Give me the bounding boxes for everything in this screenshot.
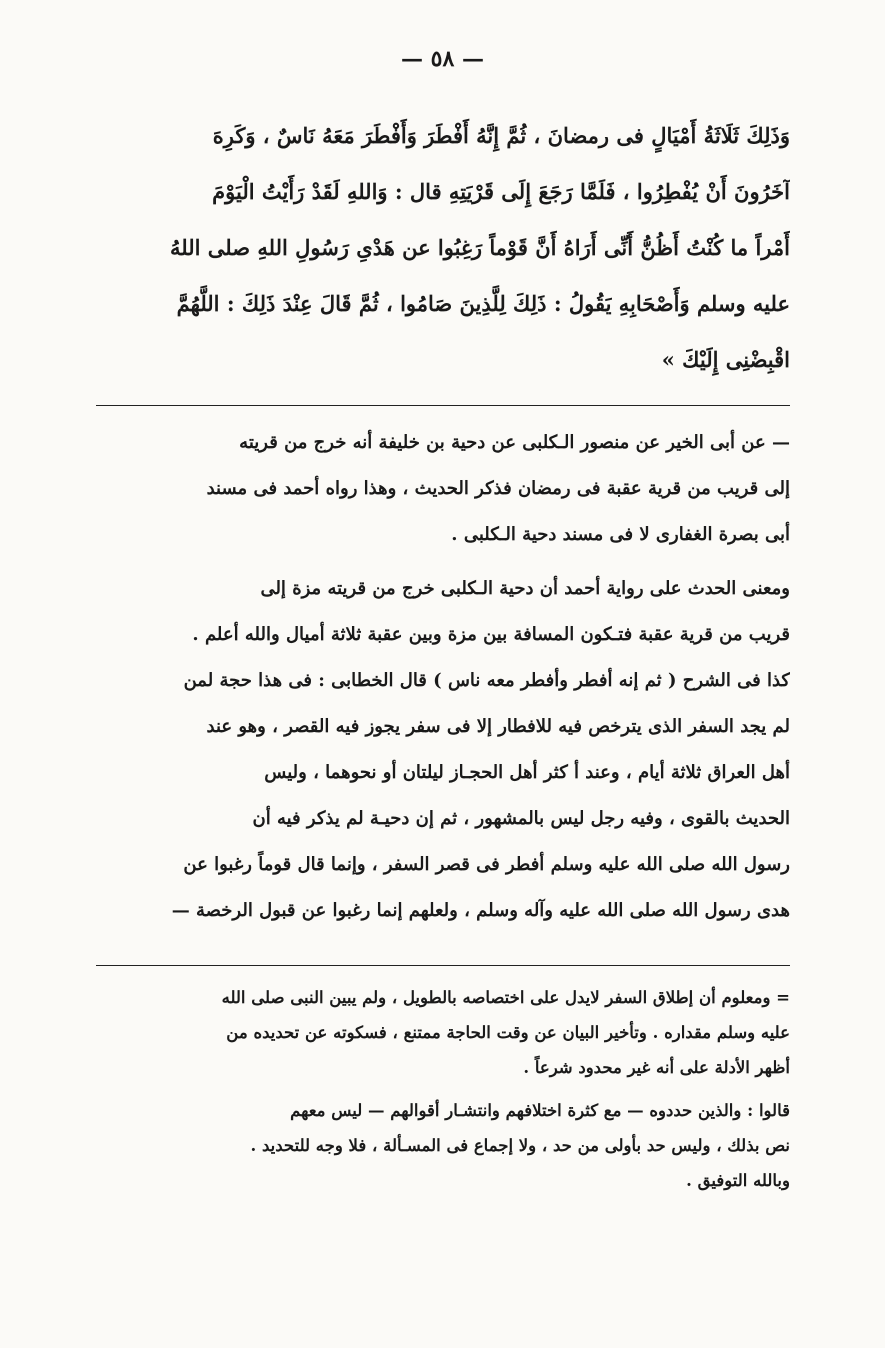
paragraph-gap: [110, 1085, 790, 1093]
notes-paragraph: [96, 420, 790, 558]
notes-line: لم يجد السفر الذى يترخص فيه للافطار إلا فى سفر يجوز فيه القصر ، وهو عند: [206, 716, 790, 737]
footnote-line: نص بذلك ، وليس حد بأولى من حد ، ولا إجماع فى المسـألة ، فلا وجه للتحديد .: [250, 1136, 790, 1155]
notes-line: قريب من قرية عقبة فتـكون المسافة بين مزة وبين عقبة ثلاثة أميال والله أعلم .: [192, 624, 790, 645]
footnote-line: أظهر الأدلة على أنه غير محدود شرعاً .: [523, 1058, 790, 1077]
notes-block: [96, 420, 790, 934]
footnote-line: عليه وسلم مقداره . وتأخير البيان عن وقت الحاجة ممتنع ، فسكوته عن تحديده من: [226, 1023, 790, 1042]
notes-line: ومعنى الحدث على رواية أحمد أن دحية الـكلبى خرج من قريته مزة إلى: [260, 578, 790, 599]
notes-paragraph: [96, 566, 790, 934]
main-text-line: وَذَلِكَ ثَلَاثَةُ أَمْيَالٍ فى رمضانَ ، ثُمَّ إِنَّهُ أَفْطَرَ وَأَفْطَرَ مَعَهُ نَاسٌ ، وَكَرِهَ: [212, 123, 790, 148]
notes-line: أبى بصرة الغفارى لا فى مسند دحية الـكلبى .: [451, 524, 790, 545]
main-text-line: أَمْراً ما كُنْتُ أَظُنُّ أَنِّى أَرَاهُ أَنَّ قَوْماً رَغِبُوا عن هَدْىِ رَسُولِ اللهِ صلى اللهُ: [170, 235, 790, 260]
notes-line: كذا فى الشرح ( ثم إنه أفطر وأفطر معه ناس ) قال الخطابى : فى هذا حجة لمن: [183, 670, 790, 691]
notes-line: هدى رسول الله صلى الله عليه وآله وسلم ، ولعلهم إنما رغبوا عن قبول الرخصة —: [171, 900, 790, 921]
main-text-block: [96, 108, 790, 388]
divider-rule: [96, 405, 790, 406]
footnote-paragraph: [110, 980, 790, 1085]
footnote-line: قالوا : والذين حددوه — مع كثرة اختلافهم وانتشـار أقوالهم — ليس معهم: [290, 1101, 790, 1120]
page-number: — ٥٨ —: [401, 46, 484, 72]
notes-line: أهل العراق ثلاثة أيام ، وعند أ كثر أهل الحجـاز ليلتان أو نحوهما ، وليس: [264, 762, 790, 783]
notes-line: — عن أبى الخير عن منصور الـكلبى عن دحية بن خليفة أنه خرج من قريته: [239, 432, 790, 453]
main-text-line: اقْبِضْنِى إِلَيْكَ »: [661, 347, 790, 372]
notes-line: إلى قريب من قرية عقبة فى رمضان فذكر الحديث ، وهذا رواه أحمد فى مسند: [206, 478, 790, 499]
main-text-line: آخَرُونَ أَنْ يُفْطِرُوا ، فَلَمَّا رَجَعَ إِلَى قَرْيَتِهِ قال : وَاللهِ لَقَدْ رَأَيْتُ الْيَوْمَ: [212, 179, 790, 204]
footnote-block: [110, 980, 790, 1198]
footnote-line: وبالله التوفيق .: [686, 1171, 790, 1190]
notes-line: رسول الله صلى الله عليه وسلم أفطر فى قصر السفر ، وإنما قال قوماً رغبوا عن: [183, 854, 790, 875]
footnote-line: = ومعلوم أن إطلاق السفر لايدل على اختصاصه بالطويل ، ولم يبين النبى صلى الله: [221, 988, 790, 1007]
footnote-divider-rule: [96, 965, 790, 966]
footnote-paragraph: [110, 1093, 790, 1198]
notes-line: الحديث بالقوى ، وفيه رجل ليس بالمشهور ، ثم إن دحيـة لم يذكر فيه أن: [252, 808, 790, 829]
paragraph-gap: [96, 558, 790, 566]
main-text-line: عليه وسلم وَأَصْحَابِهِ يَقُولُ : ذَلِكَ لِلَّذِينَ صَامُوا ، ثُمَّ قَالَ عِنْدَ ذَلِكَ : اللَّهُمَّ: [176, 291, 790, 316]
